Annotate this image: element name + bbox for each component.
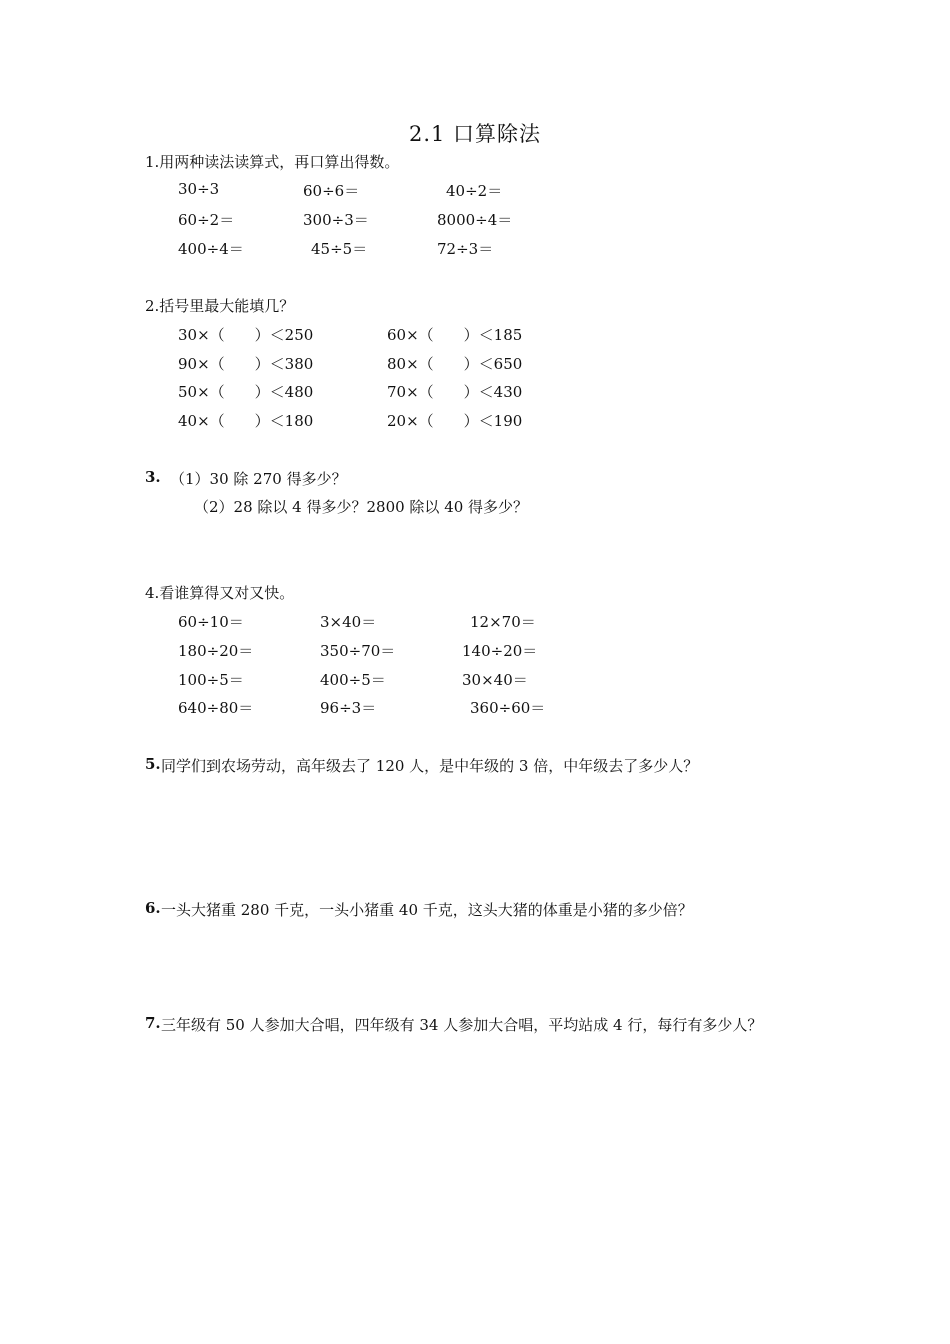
q4-expression: 12×70＝ [470, 613, 536, 631]
q1-expression: 60÷2＝ [178, 211, 235, 229]
q1-expression: 300÷3＝ [303, 211, 369, 229]
q4-expression: 360÷60＝ [470, 699, 546, 717]
q3-part2: （2）28 除以 4 得多少？2800 除以 40 得多少？ [194, 498, 529, 516]
q2-heading: 2.括号里最大能填几？ [145, 297, 295, 315]
q2-inequality: 30×（ ）＜250 [178, 326, 314, 344]
q1-expression: 30÷3 [178, 180, 220, 198]
q6-number: 6. [145, 899, 161, 917]
q4-expression: 350÷70＝ [320, 642, 396, 660]
q2-inequality: 90×（ ）＜380 [178, 355, 314, 373]
q1-expression: 400÷4＝ [178, 240, 244, 258]
q4-expression: 30×40＝ [462, 671, 528, 689]
q4-heading: 4.看谁算得又对又快。 [145, 584, 295, 602]
q1-heading: 1.用两种读法读算式，再口算出得数。 [145, 153, 400, 171]
q5-text: 同学们到农场劳动，高年级去了 120 人，是中年级的 3 倍，中年级去了多少人？ [161, 757, 699, 775]
q1-expression: 8000÷4＝ [437, 211, 513, 229]
q3-part1: （1）30 除 270 得多少？ [170, 470, 347, 488]
q1-expression: 45÷5＝ [311, 240, 368, 258]
q6-text: 一头大猪重 280 千克，一头小猪重 40 千克，这头大猪的体重是小猪的多少倍？ [161, 901, 693, 919]
q7-number: 7. [145, 1014, 161, 1032]
q4-expression: 640÷80＝ [178, 699, 254, 717]
q7-text: 三年级有 50 人参加大合唱，四年级有 34 人参加大合唱，平均站成 4 行，每行有多少人？ [161, 1016, 763, 1034]
q2-inequality: 70×（ ）＜430 [387, 383, 523, 401]
q4-expression: 3×40＝ [320, 613, 377, 631]
q1-expression: 40÷2＝ [446, 182, 503, 200]
q4-expression: 96÷3＝ [320, 699, 377, 717]
q4-expression: 140÷20＝ [462, 642, 538, 660]
q4-expression: 400÷5＝ [320, 671, 386, 689]
q2-inequality: 20×（ ）＜190 [387, 412, 523, 430]
q2-inequality: 60×（ ）＜185 [387, 326, 523, 344]
q3-number: 3. [145, 468, 161, 486]
q4-expression: 100÷5＝ [178, 671, 244, 689]
q2-inequality: 40×（ ）＜180 [178, 412, 314, 430]
q5-number: 5. [145, 755, 161, 773]
q4-expression: 60÷10＝ [178, 613, 244, 631]
q4-expression: 180÷20＝ [178, 642, 254, 660]
q1-expression: 60÷6＝ [303, 182, 360, 200]
q2-inequality: 80×（ ）＜650 [387, 355, 523, 373]
q2-inequality: 50×（ ）＜480 [178, 383, 314, 401]
page-title: 2.1 口算除法 [408, 122, 542, 146]
q1-expression: 72÷3＝ [437, 240, 494, 258]
